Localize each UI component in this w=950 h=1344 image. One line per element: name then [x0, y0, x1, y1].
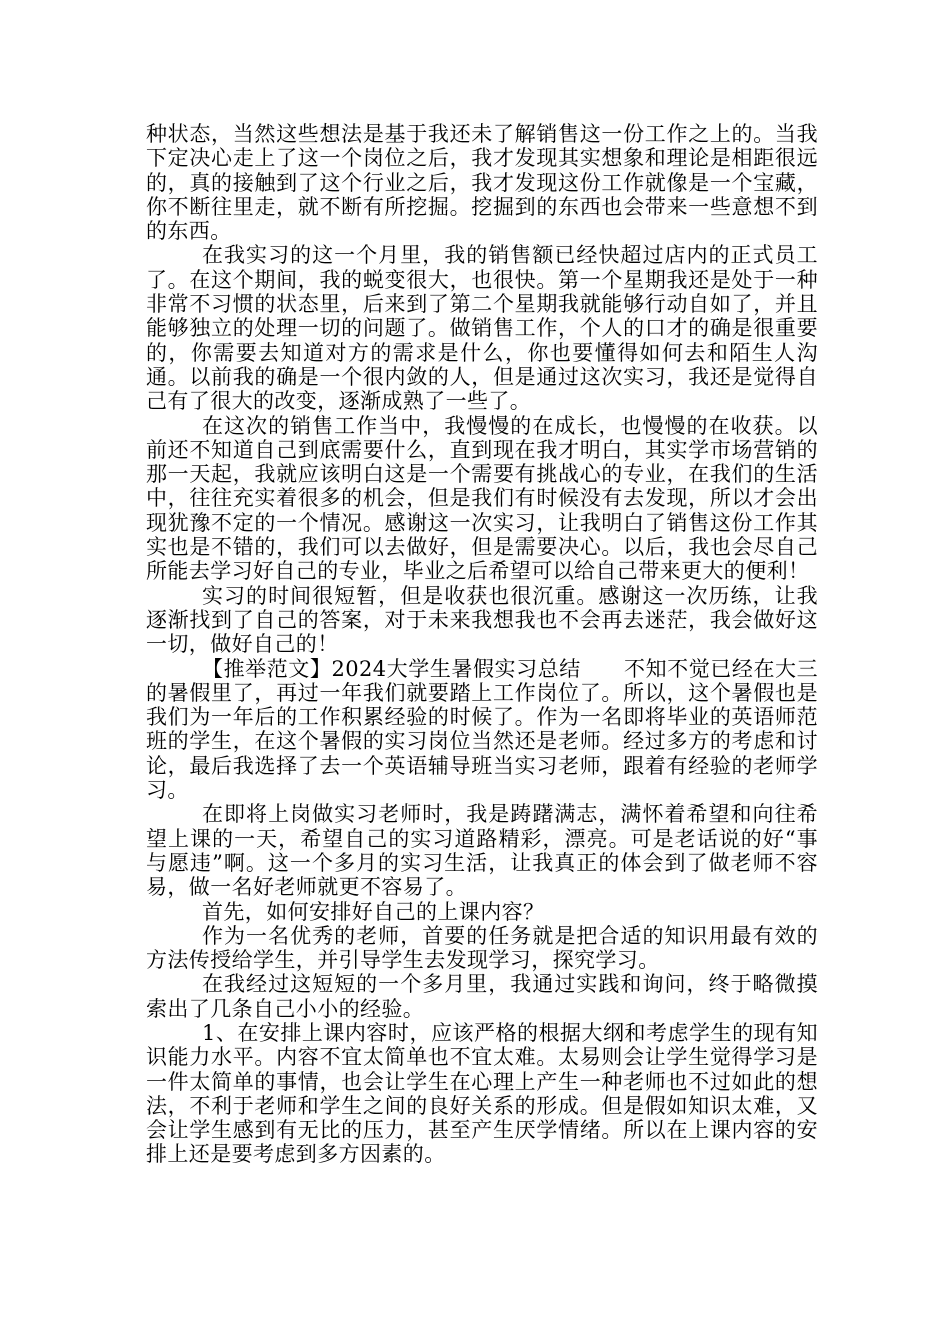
paragraph-8: 作为一名优秀的老师，首要的任务就是把合适的知识用最有效的方法传授给学生，并引导学生去发现学习，探究学习。	[146, 923, 818, 973]
paragraph-1: 种状态，当然这些想法是基于我还未了解销售这一份工作之上的。当我下定决心走上了这一个岗位之后，我才发现其实想象和理论是相距很远的，真的接触到了这个行业之后，我才发现这份工作就像是一个宝藏，你不断往里走，就不断有所挖掘。挖掘到的东西也会带来一些意想不到的东西。	[146, 122, 818, 244]
paragraph-7: 首先，如何安排好自己的上课内容？	[202, 899, 545, 924]
paragraph-5: 【推举范文】2024大学生暑假实习总结 不知不觉已经在大三的暑假里了，再过一年我们就要踏上工作岗位了。所以，这个暑假也是我们为一年后的工作积累经验的时候了。作为一名即将毕业的英语师范班的学生，在这个暑假的实习岗位当然还是老师。经过多方的考虑和讨论，最后我选择了去一个英语辅导班当实习老师，跟着有经验的老师学习。	[146, 656, 818, 803]
paragraph-6: 在即将上岗做实习老师时，我是踌躇满志，满怀着希望和向往希望上课的一天，希望自己的实习道路精彩，漂亮。可是老话说的好“事与愿违”啊。这一个多月的实习生活，让我真正的体会到了做老师不容易，做一名好老师就更不容易了。	[146, 802, 818, 900]
document-body	[146, 122, 818, 1167]
paragraph-10: 1、在安排上课内容时，应该严格的根据大纲和考虑学生的现有知识能力水平。内容不宜太简单也不宜太难。太易则会让学生觉得学习是一件太简单的事情，也会让学生在心理上产生一种老师也不过如此的想法，不利于老师和学生之间的良好关系的形成。但是假如知识太难，又会让学生感到有无比的压力，甚至产生厌学情绪。所以在上课内容的安排上还是要考虑到多方因素的。	[146, 1020, 818, 1167]
paragraph-4: 实习的时间很短暂，但是收获也很沉重。感谢这一次历练，让我逐渐找到了自己的答案，对于未来我想我也不会再去迷茫，我会做好这一切，做好自己的！	[146, 583, 818, 657]
paragraph-3: 在这次的销售工作当中，我慢慢的在成长，也慢慢的在收获。以前还不知道自己到底需要什么，直到现在我才明白，其实学市场营销的那一天起，我就应该明白这是一个需要有挑战心的专业，在我们的生活中，往往充实着很多的机会，但是我们有时候没有去发现，所以才会出现犹豫不定的一个情况。感谢这一次实习，让我明白了销售这份工作其实也是不错的，我们可以去做好，但是需要决心。以后，我也会尽自己所能去学习好自己的专业，毕业之后希望可以给自己带来更大的便利！	[146, 413, 818, 584]
paragraph-9: 在我经过这短短的一个多月里，我通过实践和询问，终于略微摸索出了几条自己小小的经验。	[146, 972, 818, 1021]
paragraph-2: 在我实习的这一个月里，我的销售额已经快超过店内的正式员工了。在这个期间，我的蜕变很大，也很快。第一个星期我还是处于一种非常不习惯的状态里，后来到了第二个星期我就能够行动自如了，并且能够独立的处理一切的问题了。做销售工作，个人的口才的确是很重要的，你需要去知道对方的需求是什么，你也要懂得如何去和陌生人沟通。以前我的确是一个很内敛的人，但是通过这次实习，我还是觉得自己有了很大的改变，逐渐成熟了一些了。	[146, 243, 818, 414]
